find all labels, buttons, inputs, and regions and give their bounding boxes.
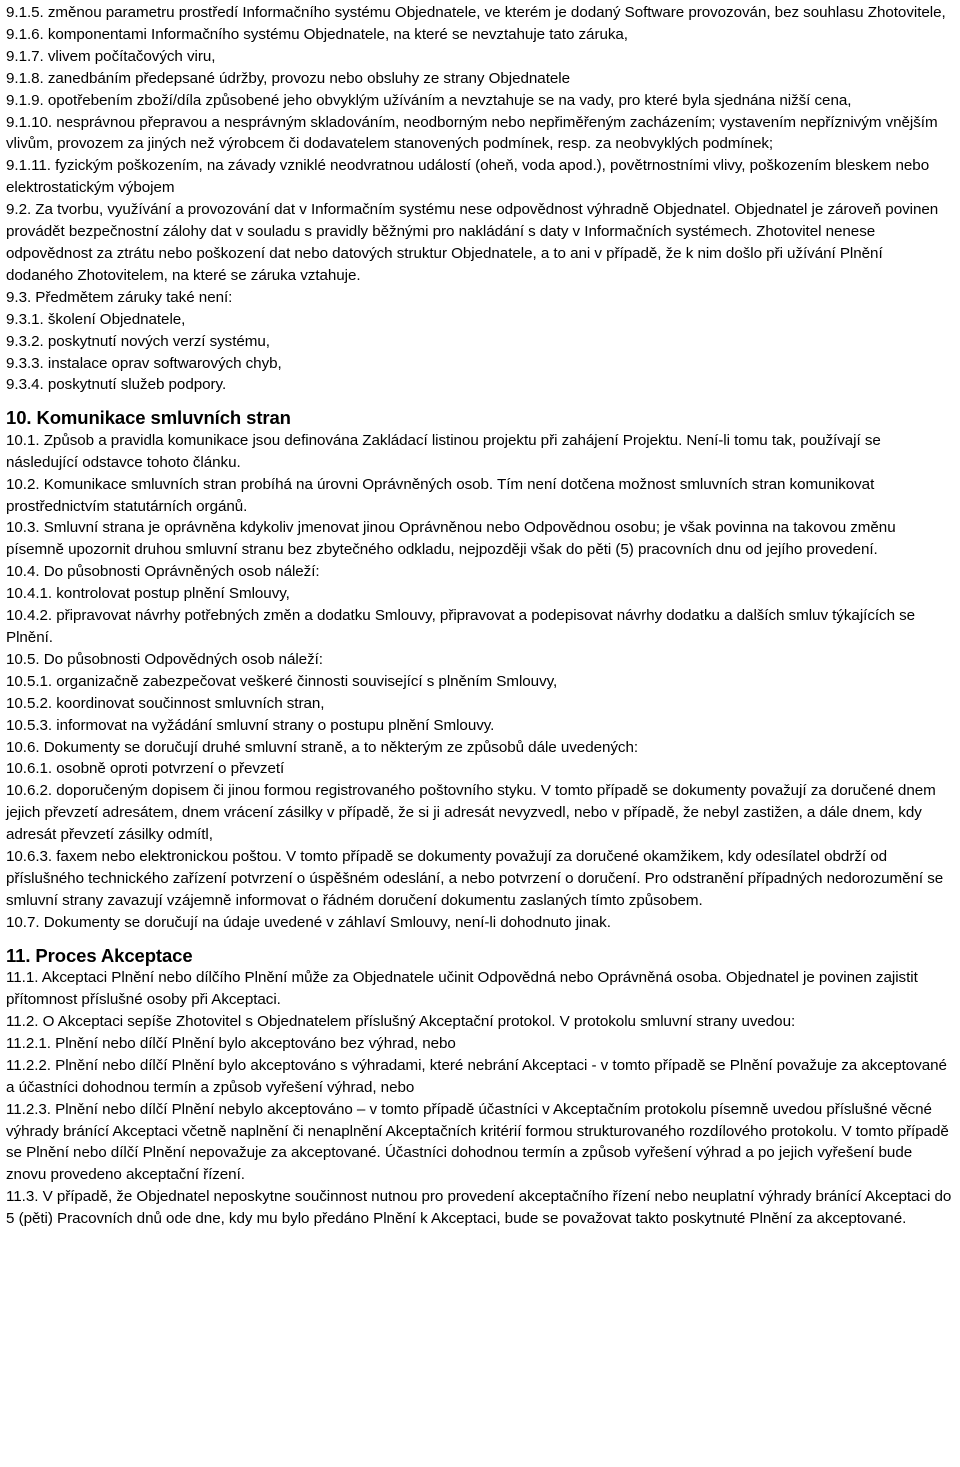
section-10-heading: 10. Komunikace smluvních stran — [6, 407, 291, 429]
clause-11-2-1: 11.2.1. Plnění nebo dílčí Plnění bylo akceptováno bez výhrad, nebo — [6, 1034, 456, 1052]
section-10 — [6, 406, 952, 933]
clause-10-4-2: 10.4.2. připravovat návrhy potřebných změn a dodatku Smlouvy, připravovat a podepisovat návrhy dodatku a dalších smluv týkajících se Plnění. — [6, 607, 916, 646]
clause-10-5-3: 10.5.3. informovat na vyžádání smluvní strany o postupu plnění Smlouvy. — [6, 716, 495, 734]
clause-9-1-5: 9.1.5. změnou parametru prostředí Informačního systému Objednatele, ve kterém je dodaný Software provozován, bez souhlasu Zhotovitele, — [6, 4, 946, 21]
clause-10-5-2: 10.5.2. koordinovat součinnost smluvních stran, — [6, 694, 325, 712]
clause-10-4: 10.4. Do působnosti Oprávněných osob náleží: — [6, 563, 320, 581]
clause-10-1: 10.1. Způsob a pravidla komunikace jsou definována Zakládací listinou projektu při zahájení Projektu. Není-li tomu tak, používají se následující odstavce tohoto článku. — [6, 431, 881, 471]
clause-10-6-2: 10.6.2. doporučeným dopisem či jinou formou registrovaného poštovního styku. V tomto případě se dokumenty považují za doručené dnem jejich převzetí adresátem, dnem vrácení zásilky v případě, že si ji adresát nevyzvedl, nebo v případě, že nebyl zastižen, a dále dnem, kdy adresát převzetí zásilky odmítl, — [6, 782, 936, 844]
section-9-continued — [6, 2, 952, 396]
clause-9-3-3: 9.3.3. instalace oprav softwarových chyb, — [6, 354, 282, 372]
clause-10-6-3: 10.6.3. faxem nebo elektronickou poštou. V tomto případě se dokumenty považují za doručené okamžikem, kdy odesílatel obdrží od příslušného technického zařízení potvrzení o úspěšném odeslání, a nebo potvrzení o doručení. Pro odstranění případných nedorozumění se smluvní strany zavazují vzájemně informovat o řádném doručení dokumentu zaslaných tímto způsobem. — [6, 848, 944, 909]
clause-10-5-1: 10.5.1. organizačně zabezpečovat veškeré činnosti související s plněním Smlouvy, — [6, 672, 558, 690]
clause-9-1-10: 9.1.10. nesprávnou přepravou a nesprávným skladováním, neodborným nebo nepřiměřeným zacházením; vystavením nepříznivým vnějším vlivům, provozem za jiných než výrobcem či dodavatelem stanovených podmínek, resp. za neobvyklých podmínek; — [6, 113, 938, 153]
clause-10-6: 10.6. Dokumenty se doručují druhé smluvní straně, a to některým ze způsobů dále uvedených: — [6, 738, 639, 756]
clause-9-2: 9.2. Za tvorbu, využívání a provozování dat v Informačním systému nese odpovědnost výhradně Objednatel. Objednatel je zároveň povinen provádět bezpečnostní zálohy dat v souladu s pravidly běžnými pro nakládání s daty v Informačních systémech. Zhotovitel nenese odpovědnost za ztrátu nebo poškození dat nebo datových struktur Objednatele, a to ani v případě, že k nim došlo při užívání Plnění dodaného Zhotovitelem, na které se záruka vztahuje. — [6, 201, 939, 284]
clause-11-2-3: 11.2.3. Plnění nebo dílčí Plnění nebylo akceptováno – v tomto případě účastníci v Akceptačním protokolu písemně uvedou příslušné věcné výhrady bránící Akceptaci včetně naplnění či nenaplnění Akceptačních kritérií formou strukturovaného rozdílového protokolu. V tomto případě se Plnění nebo dílčí Plnění nepovažuje za akceptované. Účastníci dohodnou termín a způsob vyřešení výhrad a po jejich vyřešení bude znovu provedeno akceptační řízení. — [6, 1100, 949, 1184]
clause-9-1-7: 9.1.7. vlivem počítačových viru, — [6, 47, 216, 65]
clause-10-7: 10.7. Dokumenty se doručují na údaje uvedené v záhlaví Smlouvy, není-li dohodnuto jinak. — [6, 913, 611, 931]
clause-9-1-8: 9.1.8. zanedbáním předepsané údržby, provozu nebo obsluhy ze strany Objednatele — [6, 69, 570, 87]
clause-11-2: 11.2. O Akceptaci sepíše Zhotovitel s Objednatelem příslušný Akceptační protokol. V protokolu smluvní strany uvedou: — [6, 1012, 796, 1030]
clause-10-5: 10.5. Do působnosti Odpovědných osob náleží: — [6, 650, 323, 668]
clause-10-2: 10.2. Komunikace smluvních stran probíhá na úrovni Oprávněných osob. Tím není dotčena možnost smluvních stran komunikovat prostřednictvím statutárních orgánů. — [6, 475, 875, 515]
clause-9-1-6: 9.1.6. komponentami Informačního systému Objednatele, na které se nevztahuje tato záruka, — [6, 25, 628, 43]
clause-9-3-4: 9.3.4. poskytnutí služeb podpory. — [6, 376, 227, 394]
section-11-heading: 11. Proces Akceptace — [6, 944, 193, 966]
clause-9-3-2: 9.3.2. poskytnutí nových verzí systému, — [6, 332, 270, 350]
clause-11-2-2: 11.2.2. Plnění nebo dílčí Plnění bylo akceptováno s výhradami, které nebrání Akceptaci - v tomto případě se Plnění považuje za akceptované a účastníci dohodnou termín a způsob vyřešení výhrad, nebo — [6, 1056, 947, 1096]
clause-9-1-11: 9.1.11. fyzickým poškozením, na závady vzniklé neodvratnou událostí (oheň, voda apod.), povětrnostními vlivy, poškozením bleskem nebo elektrostatickým výbojem — [6, 157, 930, 197]
clause-10-3: 10.3. Smluvní strana je oprávněna kdykoliv jmenovat jinou Oprávněnou nebo Odpovědnou osobu; je však povinna na takovou změnu písemně upozornit druhou smluvní stranu bez zbytečného odkladu, nejpozději však do pěti (5) pracovních dnu od jejího provedení. — [6, 519, 896, 559]
clause-10-6-1: 10.6.1. osobně oproti potvrzení o převzetí — [6, 760, 285, 778]
clause-9-3-1: 9.3.1. školení Objednatele, — [6, 310, 186, 328]
clause-9-3: 9.3. Předmětem záruky také není: — [6, 288, 233, 306]
clause-10-4-1: 10.4.1. kontrolovat postup plnění Smlouvy, — [6, 585, 290, 603]
clause-9-1-9: 9.1.9. opotřebením zboží/díla způsobené jeho obvyklým užíváním a nevztahuje se na vady, pro které byla sjednána nižší cena, — [6, 91, 852, 109]
clause-11-1: 11.1. Akceptaci Plnění nebo dílčího Plnění může za Objednatele učinit Odpovědná nebo Oprávněná osoba. Objednatel je povinen zajistit přítomnost příslušné osoby při Akceptaci. — [6, 969, 918, 1009]
section-11 — [6, 944, 952, 1230]
clause-11-3: 11.3. V případě, že Objednatel neposkytne součinnost nutnou pro provedení akceptačního řízení nebo neuplatní výhrady bránící Akceptaci do 5 (pěti) Pracovních dnů ode dne, kdy mu bylo předáno Plnění k Akceptaci, bude se považovat takto poskytnuté Plnění za akceptované. — [6, 1188, 952, 1228]
